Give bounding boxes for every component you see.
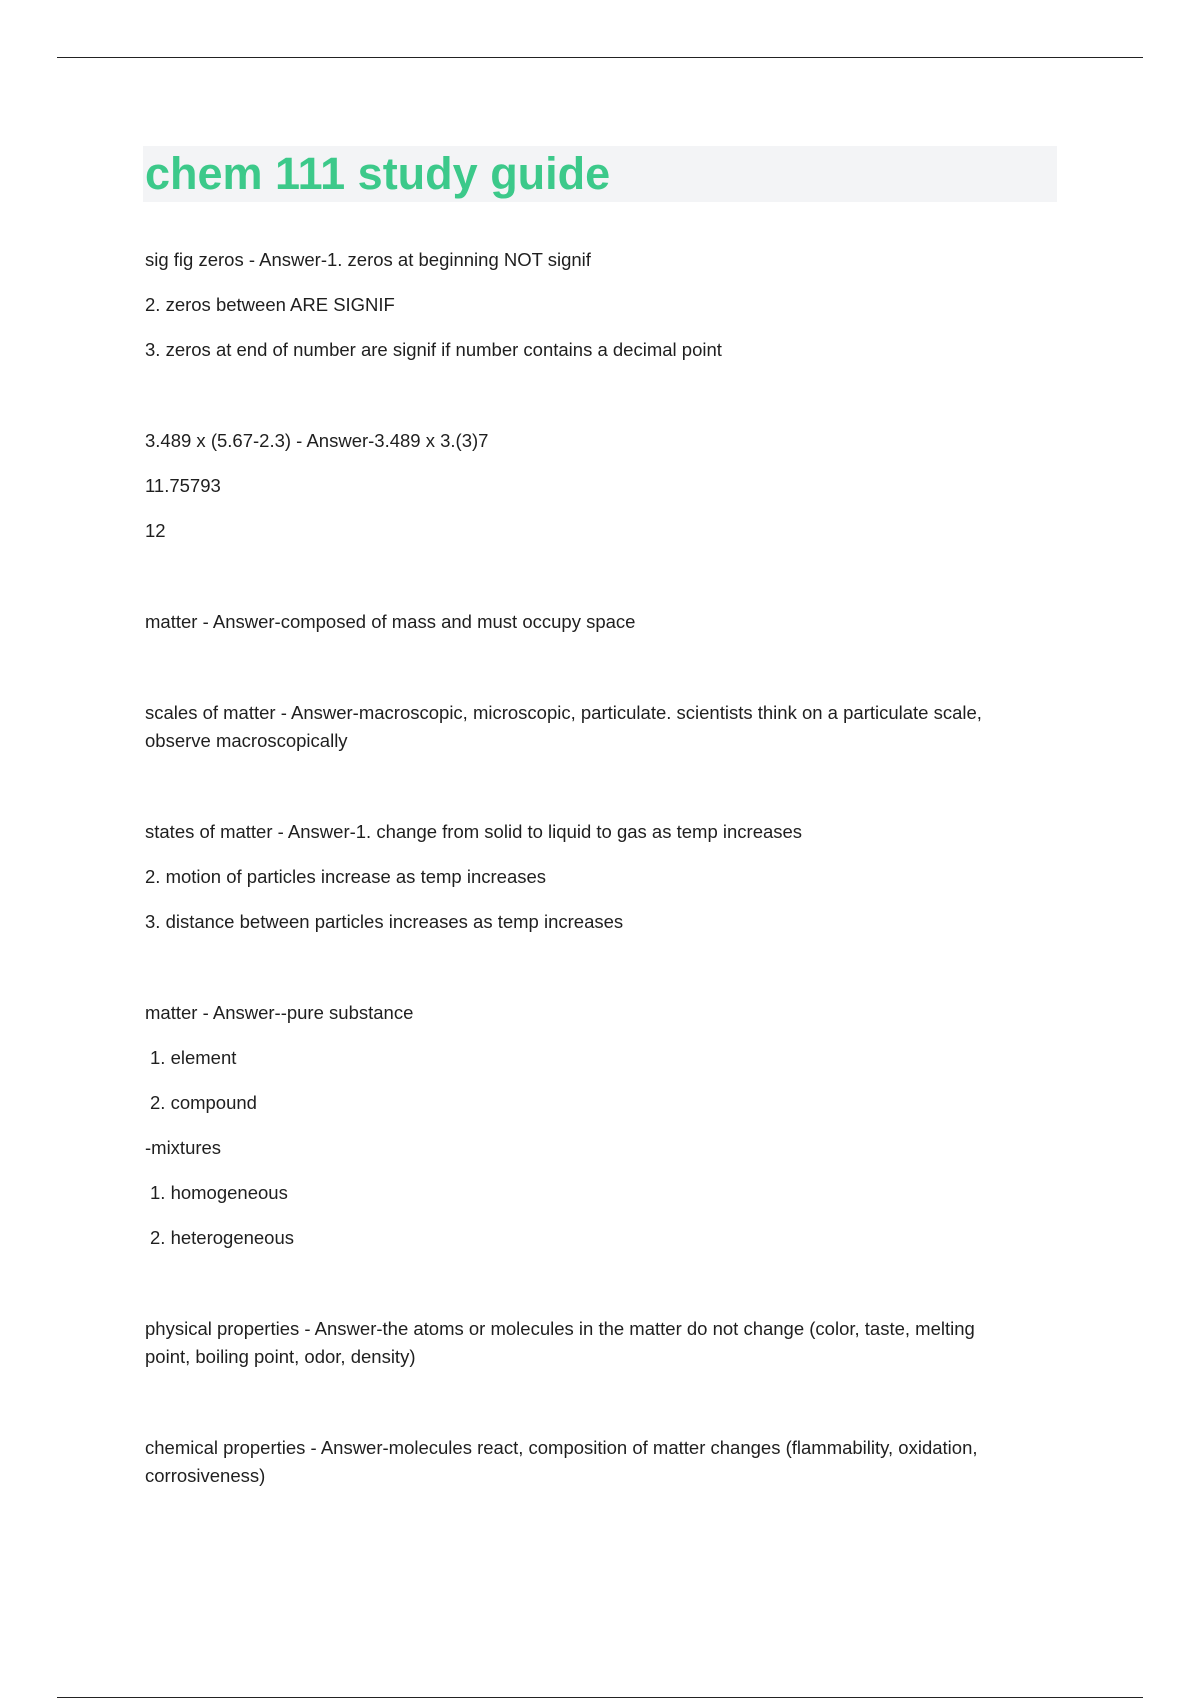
sig-fig-line-3: 3. zeros at end of number are signif if number contains a decimal point (145, 339, 722, 360)
study-guide-content (145, 246, 1025, 1490)
sig-fig-line-2: 2. zeros between ARE SIGNIF (145, 294, 395, 315)
chemical-properties: chemical properties - Answer-molecules react, composition of matter changes (flammability, oxidation, corrosiveness) (145, 1437, 978, 1486)
matter-definition: matter - Answer-composed of mass and must occupy space (145, 611, 636, 632)
states-line-1: states of matter - Answer-1. change from solid to liquid to gas as temp increases (145, 821, 803, 842)
matter-types-line-4: -mixtures (145, 1137, 222, 1158)
calc-line-2: 11.75793 (145, 475, 221, 496)
sig-fig-block (145, 246, 1025, 364)
scales-of-matter: scales of matter - Answer-macroscopic, microscopic, particulate. scientists think on a particulate scale, observe macroscopically (145, 702, 982, 751)
calc-line-3: 12 (145, 520, 166, 541)
states-line-2: 2. motion of particles increase as temp increases (145, 866, 547, 887)
matter-types-line-3: 2. compound (150, 1092, 257, 1113)
physical-properties: physical properties - Answer-the atoms or molecules in the matter do not change (color, taste, melting point, boiling point, odor, density) (145, 1318, 975, 1367)
page-title: chem 111 study guide (145, 148, 611, 199)
top-rule (57, 57, 1143, 58)
states-line-3: 3. distance between particles increases as temp increases (145, 911, 624, 932)
matter-types-line-1: matter - Answer--pure substance (145, 1002, 414, 1023)
states-block (145, 818, 1025, 936)
calc-block (145, 427, 1025, 545)
bottom-rule (57, 1697, 1143, 1698)
matter-types-line-2: 1. element (150, 1047, 237, 1068)
sig-fig-line-1: sig fig zeros - Answer-1. zeros at beginning NOT signif (145, 249, 591, 270)
matter-types-block (145, 999, 1025, 1252)
matter-types-line-6: 2. heterogeneous (150, 1227, 295, 1248)
calc-line-1: 3.489 x (5.67-2.3) - Answer-3.489 x 3.(3)7 (145, 430, 489, 451)
matter-types-line-5: 1. homogeneous (150, 1182, 288, 1203)
